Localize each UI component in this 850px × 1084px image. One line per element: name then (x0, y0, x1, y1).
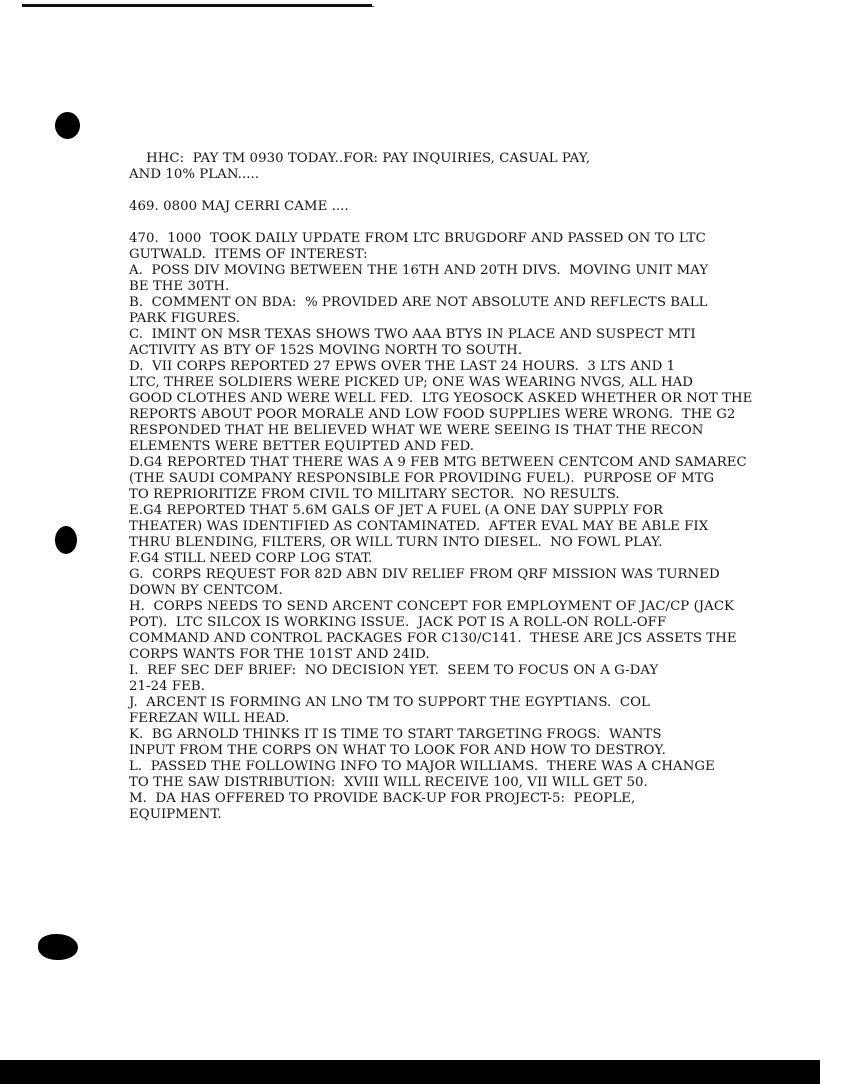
memo-line: J. ARCENT IS FORMING AN LNO TM TO SUPPORT THE EGYPTIANS. COL (129, 695, 650, 710)
memo-line: L. PASSED THE FOLLOWING INFO TO MAJOR WILLIAMS. THERE WAS A CHANGE (129, 759, 715, 774)
memo-line: COMMAND AND CONTROL PACKAGES FOR C130/C141. THESE ARE JCS ASSETS THE (129, 631, 737, 646)
memo-line: HHC: PAY TM 0930 TODAY..FOR: PAY INQUIRIES, CASUAL PAY, (129, 151, 591, 166)
memo-line: B. COMMENT ON BDA: % PROVIDED ARE NOT ABSOLUTE AND REFLECTS BALL (129, 295, 708, 310)
memo-line: D.G4 REPORTED THAT THERE WAS A 9 FEB MTG BETWEEN CENTCOM AND SAMAREC (129, 455, 747, 470)
memo-body (129, 151, 829, 823)
memo-line: M. DA HAS OFFERED TO PROVIDE BACK-UP FOR PROJECT-5: PEOPLE, (129, 791, 636, 806)
memo-line: A. POSS DIV MOVING BETWEEN THE 16TH AND 20TH DIVS. MOVING UNIT MAY (129, 263, 709, 278)
punch-hole-bottom (38, 934, 78, 960)
memo-line: TO REPRIORITIZE FROM CIVIL TO MILITARY SECTOR. NO RESULTS. (129, 487, 620, 502)
memo-line: E.G4 REPORTED THAT 5.6M GALS OF JET A FUEL (A ONE DAY SUPPLY FOR (129, 503, 664, 518)
memo-line: POT). LTC SILCOX IS WORKING ISSUE. JACK POT IS A ROLL-ON ROLL-OFF (129, 615, 667, 630)
memo-line: G. CORPS REQUEST FOR 82D ABN DIV RELIEF FROM QRF MISSION WAS TURNED (129, 567, 720, 582)
memo-line: H. CORPS NEEDS TO SEND ARCENT CONCEPT FOR EMPLOYMENT OF JAC/CP (JACK (129, 599, 735, 614)
bottom-scan-bar (0, 1060, 820, 1084)
memo-line: THRU BLENDING, FILTERS, OR WILL TURN INTO DIESEL. NO FOWL PLAY. (129, 535, 663, 550)
blank-line (129, 215, 829, 231)
memo-line: 469. 0800 MAJ CERRI CAME .... (129, 199, 349, 214)
memo-line: RESPONDED THAT HE BELIEVED WHAT WE WERE SEEING IS THAT THE RECON (129, 423, 704, 438)
memo-line: INPUT FROM THE CORPS ON WHAT TO LOOK FOR AND HOW TO DESTROY. (129, 743, 666, 758)
memo-line: D. VII CORPS REPORTED 27 EPWS OVER THE LAST 24 HOURS. 3 LTS AND 1 (129, 359, 676, 374)
memo-line: AND 10% PLAN..... (129, 167, 260, 182)
memo-line: REPORTS ABOUT POOR MORALE AND LOW FOOD SUPPLIES WERE WRONG. THE G2 (129, 407, 736, 422)
memo-line: LTC, THREE SOLDIERS WERE PICKED UP; ONE WAS WEARING NVGS, ALL HAD (129, 375, 693, 390)
memo-line: CORPS WANTS FOR THE 101ST AND 24ID. (129, 647, 430, 662)
memo-line: PARK FIGURES. (129, 311, 241, 326)
memo-line: K. BG ARNOLD THINKS IT IS TIME TO START TARGETING FROGS. WANTS (129, 727, 662, 742)
memo-line: EQUIPMENT. (129, 807, 222, 822)
memo-line: GUTWALD. ITEMS OF INTEREST: (129, 247, 368, 262)
memo-line: THEATER) WAS IDENTIFIED AS CONTAMINATED. AFTER EVAL MAY BE ABLE FIX (129, 519, 709, 534)
memo-line: TO THE SAW DISTRIBUTION: XVIII WILL RECEIVE 100, VII WILL GET 50. (129, 775, 648, 790)
memo-line: F.G4 STILL NEED CORP LOG STAT. (129, 551, 373, 566)
memo-line: (THE SAUDI COMPANY RESPONSIBLE FOR PROVIDING FUEL). PURPOSE OF MTG (129, 471, 715, 486)
memo-line: 470. 1000 TOOK DAILY UPDATE FROM LTC BRUGDORF AND PASSED ON TO LTC (129, 231, 706, 246)
memo-line: ELEMENTS WERE BETTER EQUIPTED AND FED. (129, 439, 474, 454)
memo-line: BE THE 30TH. (129, 279, 230, 294)
memo-line: FEREZAN WILL HEAD. (129, 711, 290, 726)
punch-hole-top (55, 112, 80, 139)
top-rule-tail (372, 6, 374, 7)
memo-line: ACTIVITY AS BTY OF 152S MOVING NORTH TO SOUTH. (129, 343, 523, 358)
memo-line: GOOD CLOTHES AND WERE WELL FED. LTG YEOSOCK ASKED WHETHER OR NOT THE (129, 391, 753, 406)
blank-line (129, 183, 829, 199)
top-rule (22, 4, 372, 7)
memo-line: 21-24 FEB. (129, 679, 205, 694)
punch-hole-middle (55, 526, 77, 554)
memo-line: C. IMINT ON MSR TEXAS SHOWS TWO AAA BTYS IN PLACE AND SUSPECT MTI (129, 327, 696, 342)
memo-line: I. REF SEC DEF BRIEF: NO DECISION YET. SEEM TO FOCUS ON A G-DAY (129, 663, 659, 678)
memo-line: DOWN BY CENTCOM. (129, 583, 283, 598)
